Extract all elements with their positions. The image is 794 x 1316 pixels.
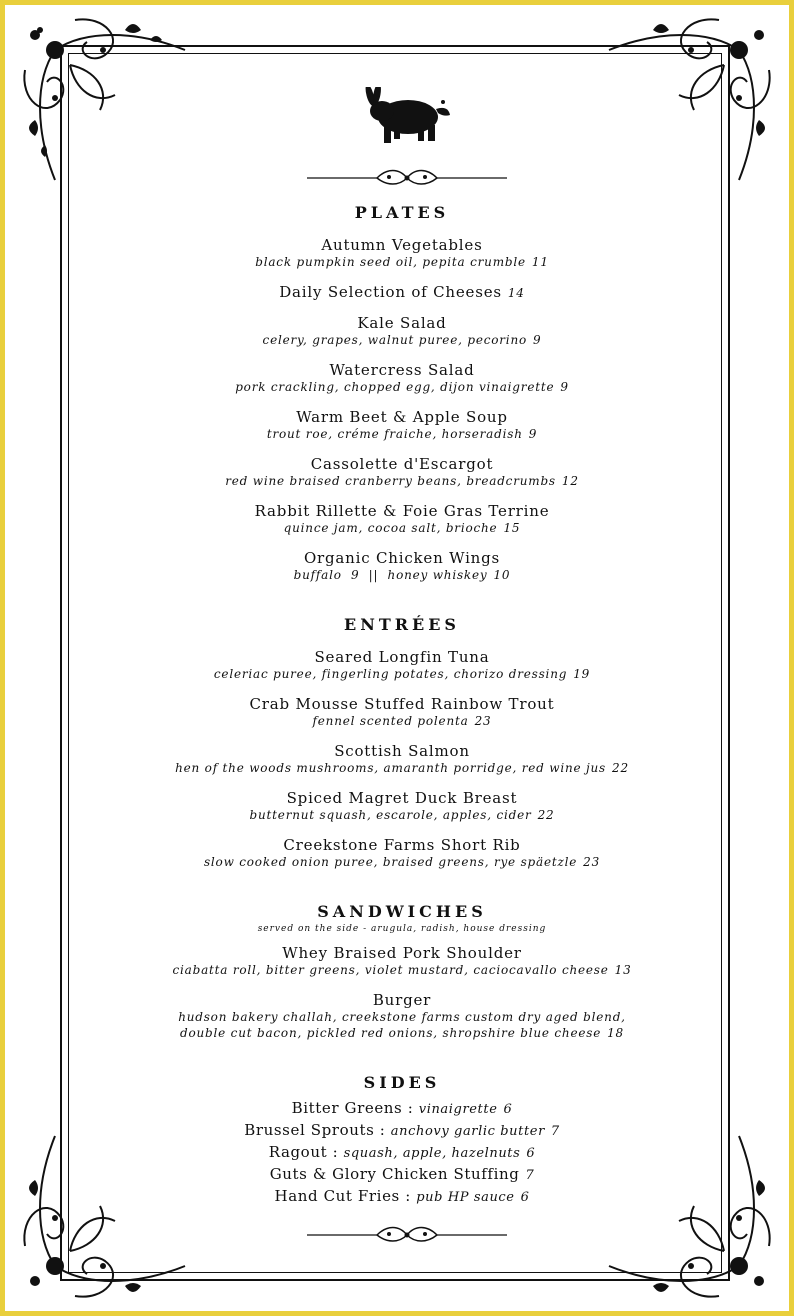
- scroll-ornament-icon: [307, 168, 507, 186]
- item-description: butternut squash, escarole, apples, cider 22: [249, 808, 555, 822]
- item-description: trout roe, créme fraiche, horseradish 9: [266, 427, 538, 441]
- item-price: 22: [612, 761, 629, 775]
- item-name: Autumn Vegetables: [321, 236, 483, 254]
- item-price: 14: [507, 286, 525, 300]
- item-name: Crab Mousse Stuffed Rainbow Trout: [249, 695, 555, 713]
- item-price: 18: [607, 1026, 624, 1040]
- item-name: Organic Chicken Wings: [303, 549, 501, 567]
- menu-item: [75, 283, 729, 301]
- section-title: SIDES: [363, 1073, 441, 1092]
- item-name: Spiced Magret Duck Breast: [286, 789, 518, 807]
- floral-flourish-icon: [15, 10, 190, 185]
- item-description: double cut bacon, pickled red onions, shropshire blue cheese 18: [180, 1026, 624, 1040]
- item-description: slow cooked onion puree, braised greens, rye späetzle 23: [203, 855, 601, 869]
- item-price: 6: [503, 1102, 513, 1117]
- list-item: Brussel Sprouts : anchovy garlic butter 7: [244, 1121, 560, 1139]
- item-description: ciabatta roll, bitter greens, violet mustard, caciocavallo cheese 13: [172, 963, 632, 977]
- item-description: hen of the woods mushrooms, amaranth porridge, red wine jus 22: [175, 761, 629, 775]
- section-note: served on the side - arugula, radish, house dressing: [257, 924, 547, 934]
- menu-item: [75, 236, 729, 270]
- menu-item: [75, 742, 729, 776]
- menu-item: [75, 502, 729, 536]
- item-price: 7: [550, 1124, 560, 1139]
- menu-item: [75, 361, 729, 395]
- section-sides: [75, 1073, 729, 1208]
- section-title: ENTRÉES: [344, 615, 460, 634]
- menu-item: [75, 836, 729, 870]
- menu-item: [75, 648, 729, 682]
- menu-page: [5, 5, 789, 1311]
- item-name: Burger: [372, 991, 432, 1009]
- item-name: Watercress Salad: [329, 361, 475, 379]
- menu-content: [75, 203, 729, 1208]
- section-plates: [75, 203, 729, 583]
- item-price: 15: [503, 521, 521, 535]
- sides-list: [75, 1098, 729, 1208]
- menu-item: [75, 455, 729, 489]
- rabbit-pig-silhouette-icon: [360, 87, 452, 149]
- item-name: Rabbit Rillette & Foie Gras Terrine: [254, 502, 550, 520]
- item-price: 23: [583, 855, 601, 869]
- menu-item: [75, 549, 729, 583]
- item-price: 22: [537, 808, 555, 822]
- item-price: 9: [528, 427, 538, 441]
- item-description: buffalo 9 || honey whiskey 10: [293, 568, 511, 582]
- list-item: Guts & Glory Chicken Stuffing 7: [269, 1165, 535, 1183]
- item-price: 12: [561, 474, 579, 488]
- item-price: 10: [493, 568, 511, 582]
- item-price: 19: [573, 667, 591, 681]
- item-price: 9: [560, 380, 569, 394]
- item-description: black pumpkin seed oil, pepita crumble 11: [255, 255, 549, 269]
- item-description: quince jam, cocoa salt, brioche 15: [283, 521, 521, 535]
- section-title: SANDWICHES: [317, 902, 487, 921]
- item-description: fennel scented polenta 23: [312, 714, 492, 728]
- item-name: Whey Braised Pork Shoulder: [282, 944, 522, 962]
- item-price: 13: [614, 963, 632, 977]
- item-price: 6: [526, 1146, 536, 1161]
- menu-item: [75, 789, 729, 823]
- item-price: 23: [474, 714, 492, 728]
- item-name: Warm Beet & Apple Soup: [296, 408, 508, 426]
- list-item: Hand Cut Fries : pub HP sauce 6: [274, 1187, 530, 1205]
- item-price: 11: [531, 255, 549, 269]
- item-price: 7: [525, 1168, 535, 1183]
- item-name: Daily Selection of Cheeses 14: [279, 283, 525, 301]
- item-price: 6: [520, 1190, 530, 1205]
- list-item: Bitter Greens : vinaigrette 6: [291, 1099, 513, 1117]
- item-description: red wine braised cranberry beans, breadcrumbs 12: [225, 474, 579, 488]
- item-name: Kale Salad: [357, 314, 447, 332]
- menu-item: [75, 944, 729, 978]
- item-description: celery, grapes, walnut puree, pecorino 9: [262, 333, 542, 347]
- menu-item: [75, 314, 729, 348]
- section-title: PLATES: [354, 203, 450, 222]
- menu-item: [75, 991, 729, 1041]
- item-name: Seared Longfin Tuna: [314, 648, 490, 666]
- item-name: Cassolette d'Escargot: [310, 455, 494, 473]
- item-price: 9: [533, 333, 542, 347]
- menu-item: [75, 408, 729, 442]
- section-sandwiches: [75, 902, 729, 1041]
- scroll-ornament-icon: [307, 1225, 507, 1243]
- item-name: Creekstone Farms Short Rib: [283, 836, 521, 854]
- floral-flourish-icon: [604, 10, 779, 185]
- item-description: celeriac puree, fingerling potates, chorizo dressing 19: [213, 667, 591, 681]
- menu-item: [75, 695, 729, 729]
- item-name: Scottish Salmon: [334, 742, 470, 760]
- item-description: hudson bakery challah, creekstone farms custom dry aged blend,: [178, 1010, 626, 1024]
- section-entrees: [75, 615, 729, 870]
- item-description: pork crackling, chopped egg, dijon vinaigrette 9: [235, 380, 569, 394]
- list-item: Ragout : squash, apple, hazelnuts 6: [268, 1143, 536, 1161]
